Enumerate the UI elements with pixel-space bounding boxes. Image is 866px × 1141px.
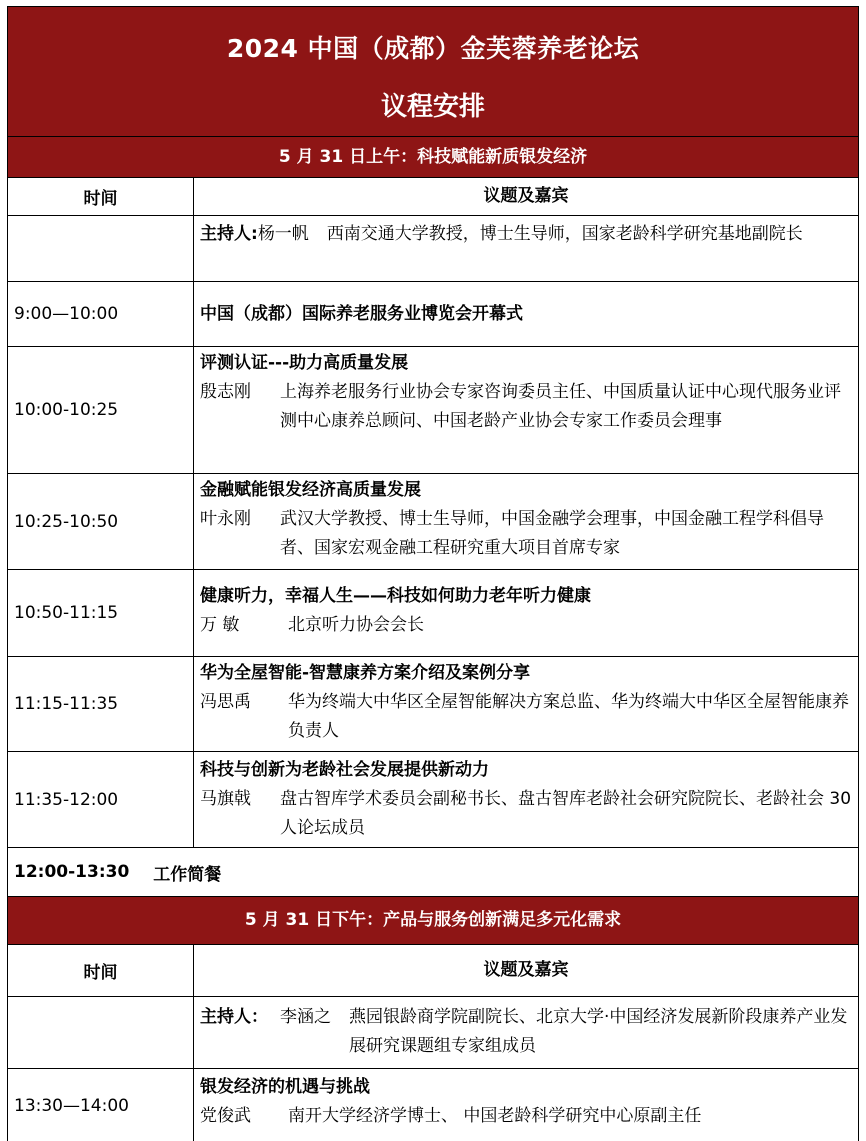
speaker-name: 万 敏: [200, 615, 240, 635]
lunch-time: 12:00-13:30: [14, 862, 130, 882]
host-label: 主持人:: [200, 224, 258, 244]
agenda-subtitle: 议程安排: [380, 92, 485, 122]
host-line: [200, 1003, 852, 1061]
afternoon-host-row: [8, 997, 858, 1069]
time-cell: 10:00-10:25: [8, 347, 194, 473]
speaker-name: 冯思禹: [200, 692, 251, 712]
topic-title: 健康听力，幸福人生——科技如何助力老年听力健康: [200, 586, 591, 606]
time-cell-empty: [8, 216, 194, 281]
forum-title: 2024 中国（成都）金芙蓉养老论坛: [226, 34, 640, 63]
speaker-title: 盘古智库学术委员会副秘书长、盘古智库老龄社会研究院院长、老龄社会 30 人论坛成员: [280, 789, 852, 838]
lunch-row: [8, 848, 858, 897]
time-cell: 11:15-11:35: [8, 657, 194, 751]
topic-column-header: 议题及嘉宾: [483, 960, 569, 980]
agenda-document: [7, 6, 859, 1141]
speaker-title: 华为终端大中华区全屋智能解决方案总监、华为终端大中华区全屋智能康养负责人: [288, 692, 849, 741]
time-cell-empty: [8, 997, 194, 1068]
host-title: 燕园银龄商学院副院长、北京大学·中国经济发展新阶段康养产业发展研究课题组专家组成员: [349, 1007, 848, 1056]
topic-column-header: 议题及嘉宾: [483, 186, 569, 206]
speaker-line: [200, 688, 852, 746]
speaker-title: 南开大学经济学博士、 中国老龄科学研究中心原副主任: [288, 1106, 702, 1126]
lunch-label: 工作简餐: [153, 864, 222, 885]
morning-table-header: [8, 178, 858, 216]
time-cell: 11:35-12:00: [8, 752, 194, 847]
topic-title: 评测认证---助力高质量发展: [200, 353, 409, 373]
time-cell: 13:30—14:00: [8, 1069, 194, 1141]
afternoon-session-band: 5 月 31 日下午：产品与服务创新满足多元化需求: [8, 897, 858, 945]
time-column-header: 时间: [8, 178, 194, 215]
morning-host-row: [8, 216, 858, 282]
topic-title: 中国（成都）国际养老服务业博览会开幕式: [200, 303, 523, 324]
time-cell: 10:50-11:15: [8, 570, 194, 656]
speaker-line: [200, 1102, 852, 1131]
host-name: 杨一帆: [257, 224, 309, 244]
time-cell: 10:25-10:50: [8, 474, 194, 569]
speaker-line: [200, 611, 852, 640]
title-banner: [8, 7, 858, 137]
speaker-title: 北京听力协会会长: [288, 615, 424, 635]
time-cell: 9:00—10:00: [8, 282, 194, 346]
table-row: [8, 1069, 858, 1141]
table-row: [8, 347, 858, 474]
time-column-header: 时间: [8, 945, 194, 996]
host-line: [200, 220, 852, 249]
morning-session-band: 5 月 31 日上午：科技赋能新质银发经济: [8, 137, 858, 178]
speaker-name: 叶永刚: [200, 509, 251, 529]
speaker-title: 上海养老服务行业协会专家咨询委员主任、中国质量认证中心现代服务业评测中心康养总顾问、中国老龄产业协会专家工作委员会理事: [280, 382, 841, 431]
host-label: 主持人：: [200, 1007, 268, 1027]
speaker-line: [200, 785, 852, 843]
topic-title: 华为全屋智能-智慧康养方案介绍及案例分享: [200, 663, 531, 683]
topic-title: 银发经济的机遇与挑战: [200, 1077, 370, 1097]
host-name: 李涵之: [280, 1007, 331, 1027]
topic-title: 金融赋能银发经济高质量发展: [200, 480, 421, 500]
table-row: [8, 657, 858, 752]
speaker-name: 殷志刚: [200, 382, 251, 402]
speaker-line: [200, 505, 852, 563]
table-row: [8, 570, 858, 657]
speaker-line: [200, 378, 852, 436]
table-row: [8, 752, 858, 848]
table-row: [8, 282, 858, 347]
speaker-title: 武汉大学教授、博士生导师，中国金融学会理事，中国金融工程学科倡导者、国家宏观金融工程研究重大项目首席专家: [280, 509, 824, 558]
speaker-name: 马旗戟: [200, 789, 251, 809]
topic-title: 科技与创新为老龄社会发展提供新动力: [200, 760, 489, 780]
afternoon-table-header: [8, 945, 858, 997]
speaker-name: 党俊武: [200, 1106, 251, 1126]
host-title: 西南交通大学教授，博士生导师，国家老龄科学研究基地副院长: [326, 224, 803, 244]
table-row: [8, 474, 858, 570]
